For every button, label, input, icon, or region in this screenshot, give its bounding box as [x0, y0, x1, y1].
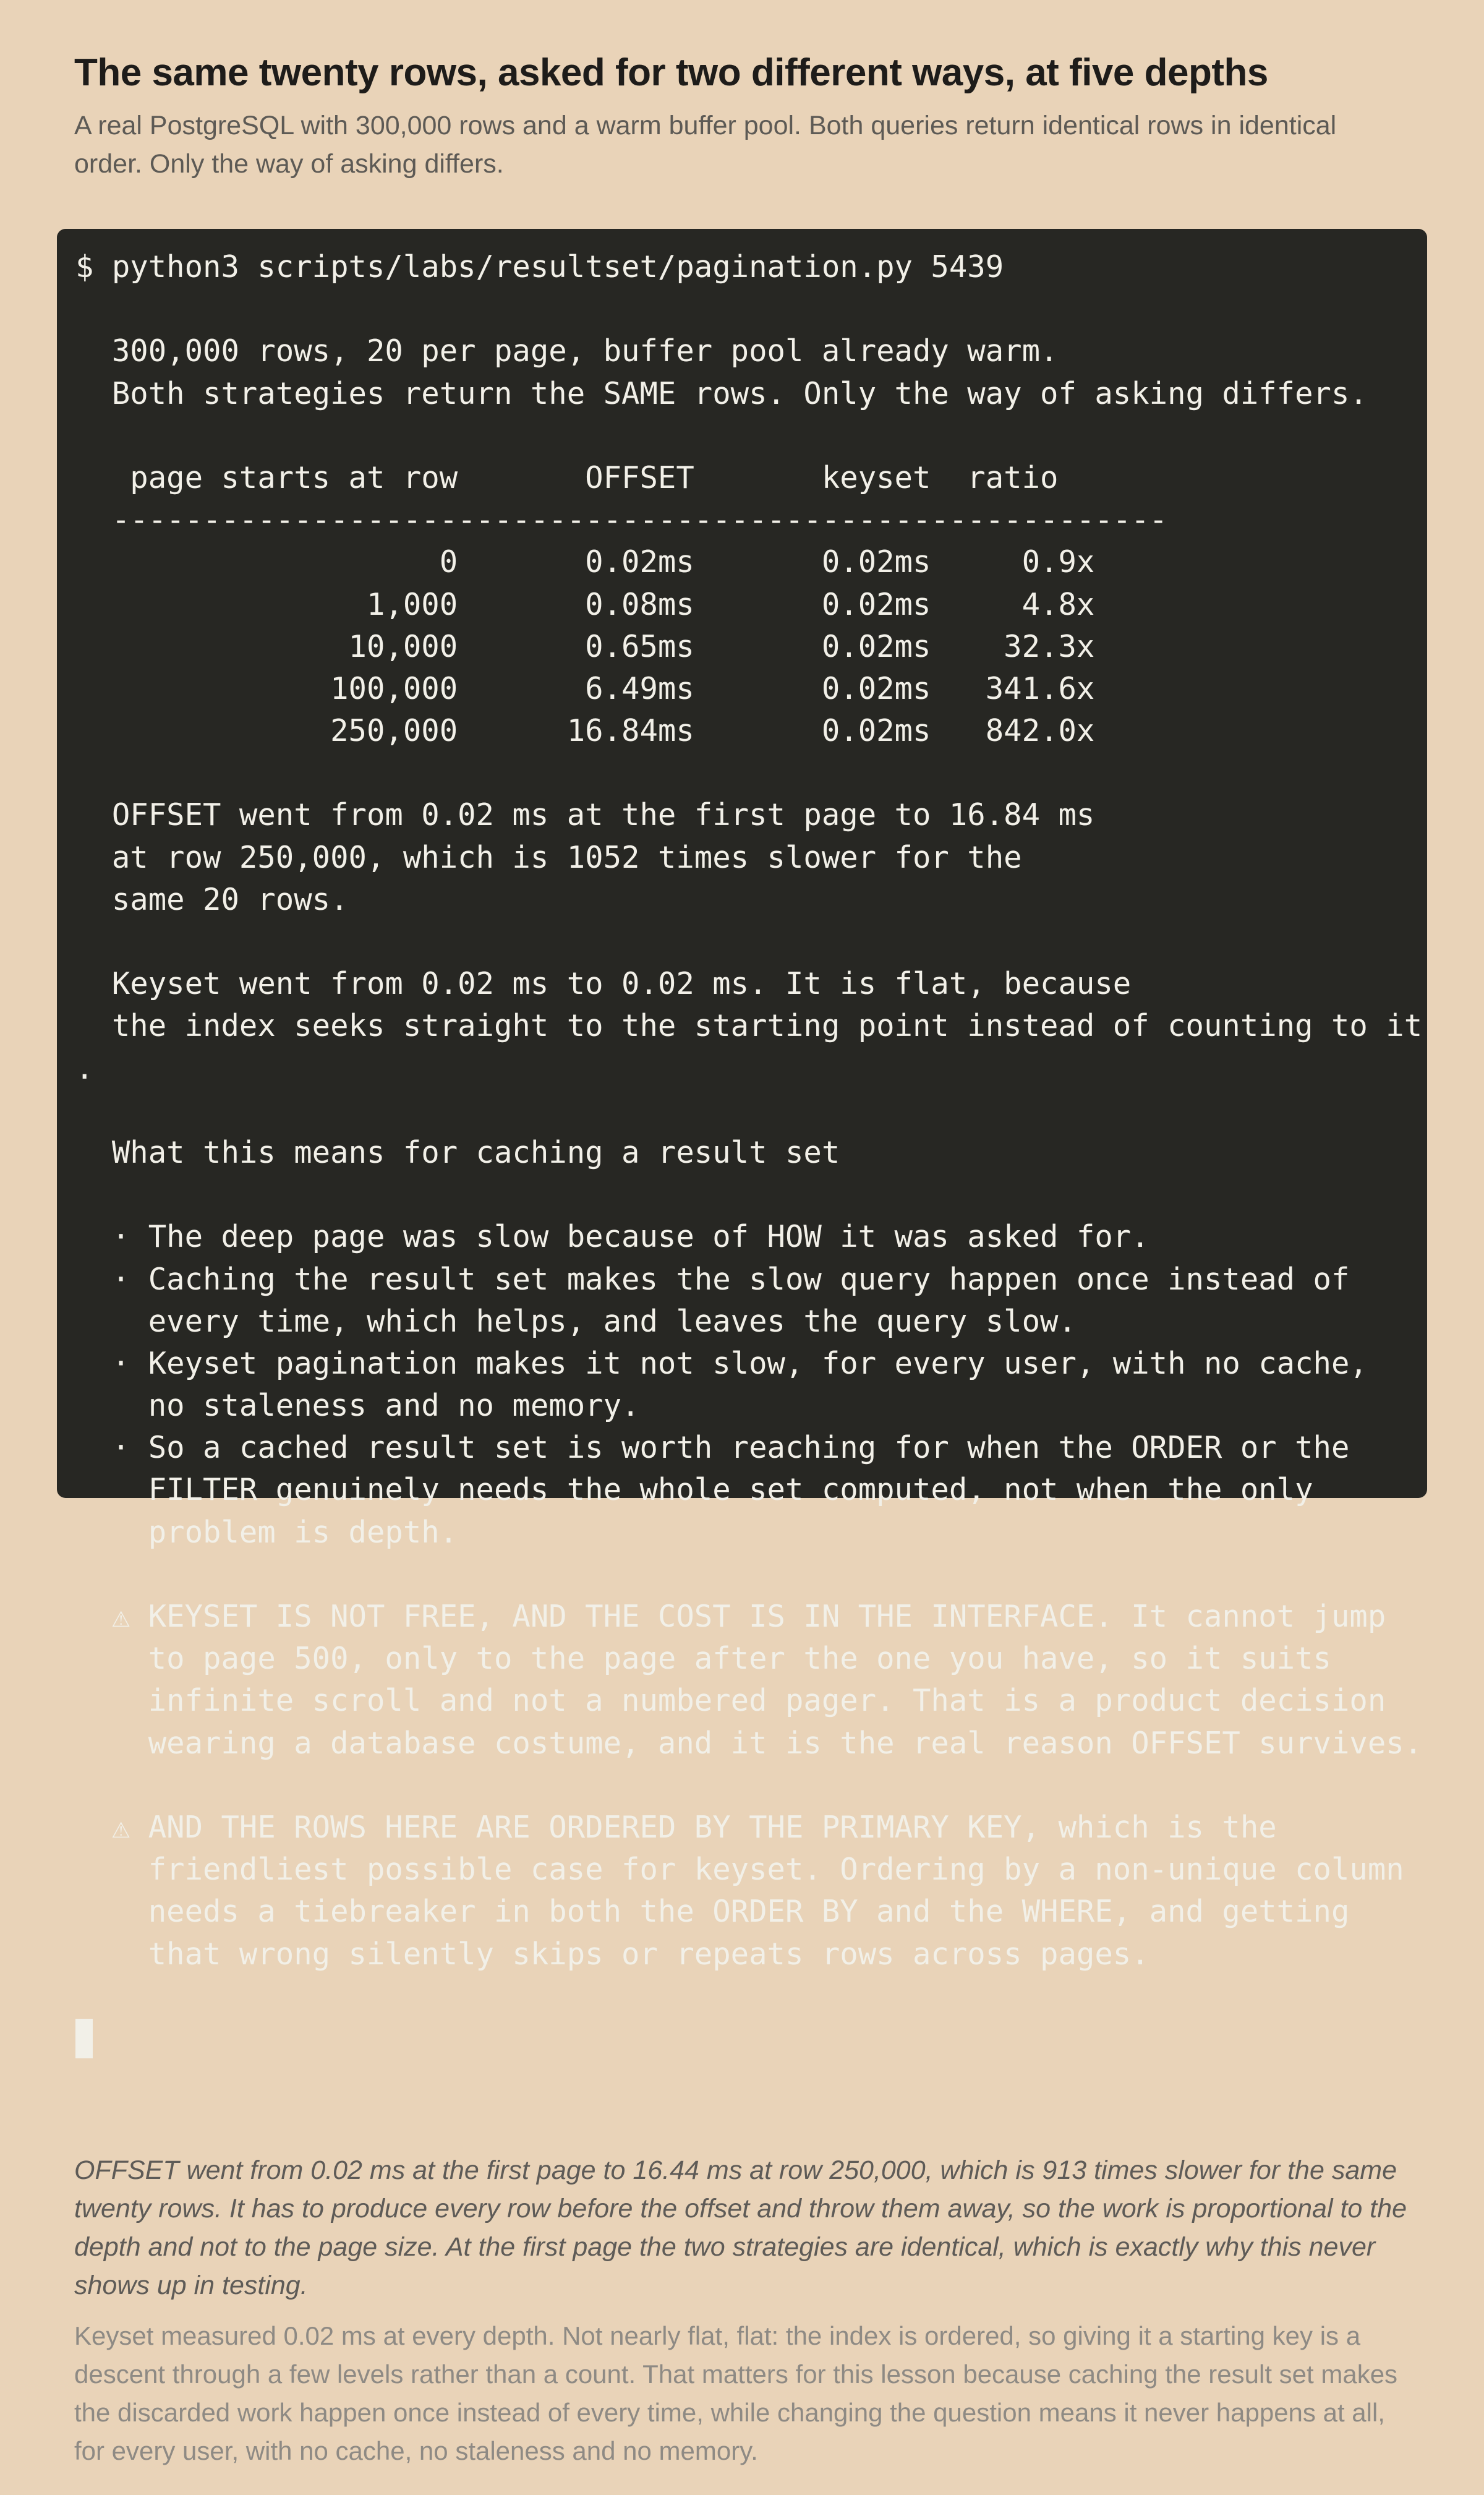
- bullet-line: · Caching the result set makes the slow query happen once instead of: [75, 1261, 1350, 1297]
- keyset-summary-line: the index seeks straight to the starting point instead of counting to it: [75, 1008, 1423, 1044]
- offset-summary-line: at row 250,000, which is 1052 times slower for the: [75, 839, 1022, 875]
- caption-offset-explanation: OFFSET went from 0.02 ms at the first page to 16.44 ms at row 250,000, which is 913 times slower for the same twenty rows. It has to produce every row before the offset and throw them away, so the work is proportional to the depth and not to the page size. At the first page the two strategies are identical, which is exactly why this never shows up in testing.: [74, 2155, 1407, 2300]
- warning-line: needs a tiebreaker in both the ORDER BY and the WHERE, and getting: [75, 1894, 1350, 1930]
- warning-line: that wrong silently skips or repeats rows across pages.: [75, 1936, 1149, 1972]
- bullet-line: · So a cached result set is worth reaching for when the ORDER or the: [75, 1430, 1350, 1466]
- terminal-line: [75, 1174, 1409, 1216]
- warning-line: ⚠ AND THE ROWS HERE ARE ORDERED BY THE PRIMARY KEY, which is the: [75, 1809, 1277, 1845]
- offset-summary-line: same 20 rows.: [75, 881, 349, 917]
- caching-section-heading: What this means for caching a result set: [75, 1134, 840, 1170]
- terminal-output[interactable]: [57, 229, 1427, 1972]
- terminal-line: [75, 921, 1409, 963]
- bullet-line: · The deep page was slow because of HOW it was asked for.: [75, 1219, 1149, 1255]
- terminal-line: Both strategies return the SAME rows. Only the way of asking differs.: [75, 375, 1368, 411]
- results-table-row: 10,000 0.65ms 0.02ms 32.3x: [75, 628, 1095, 664]
- terminal-line: [75, 288, 1409, 330]
- warning-line: friendliest possible case for keyset. Ordering by a non-unique column: [75, 1852, 1404, 1888]
- terminal-line: 300,000 rows, 20 per page, buffer pool already warm.: [75, 333, 1059, 369]
- results-table-row: 0 0.02ms 0.02ms 0.9x: [75, 544, 1095, 580]
- bullet-line: problem is depth.: [75, 1514, 458, 1550]
- keyset-summary-line: .: [75, 1050, 94, 1086]
- results-table-rule: ----------------------------------------------------------: [75, 502, 1168, 538]
- warning-line: infinite scroll and not a numbered pager. That is a product decision: [75, 1683, 1386, 1719]
- results-table-row: 100,000 6.49ms 0.02ms 341.6x: [75, 670, 1095, 706]
- warning-line: ⚠ KEYSET IS NOT FREE, AND THE COST IS IN THE INTERFACE. It cannot jump: [75, 1599, 1386, 1634]
- offset-summary-line: OFFSET went from 0.02 ms at the first page to 16.84 ms: [75, 797, 1095, 833]
- results-table-row: 1,000 0.08ms 0.02ms 4.8x: [75, 586, 1095, 622]
- page-title: The same twenty rows, asked for two different ways, at five depths: [74, 51, 1268, 94]
- terminal-line: [75, 1090, 1409, 1132]
- terminal-line: [75, 1975, 1409, 2018]
- terminal-line: [75, 752, 1409, 794]
- terminal-line: [75, 1554, 1409, 1596]
- terminal-cursor: [75, 2019, 93, 2058]
- bullet-line: no staleness and no memory.: [75, 1388, 640, 1424]
- results-table-header: page starts at row OFFSET keyset ratio: [75, 460, 1059, 495]
- warning-line: wearing a database costume, and it is the real reason OFFSET survives.: [75, 1725, 1423, 1761]
- warning-line: to page 500, only to the page after the one you have, so it suits: [75, 1641, 1331, 1677]
- bullet-line: FILTER genuinely needs the whole set computed, not when the only: [75, 1472, 1313, 1508]
- terminal-command-line: $ python3 scripts/labs/resultset/pagination.py 5439: [75, 249, 1004, 285]
- terminal-prompt-line[interactable]: [75, 2018, 1409, 2060]
- page-subtitle: A real PostgreSQL with 300,000 rows and a warm buffer pool. Both queries return identical rows in identical order. Only the way of asking differs.: [74, 111, 1337, 179]
- keyset-summary-line: Keyset went from 0.02 ms to 0.02 ms. It is flat, because: [75, 966, 1132, 1002]
- terminal-line: [75, 415, 1409, 457]
- results-table-row: 250,000 16.84ms 0.02ms 842.0x: [75, 713, 1095, 749]
- bullet-line: · Keyset pagination makes it not slow, for every user, with no cache,: [75, 1345, 1368, 1381]
- caption-keyset-explanation: Keyset measured 0.02 ms at every depth. Not nearly flat, flat: the index is ordered, so giving it a starting key is a descent through a few levels rather than a count. That matters for this lesson because caching the result set makes the discarded work happen once instead of every time, while changing the question means it never happens at all, for every user, with no cache, no staleness and no memory.: [74, 2321, 1398, 2465]
- bullet-line: every time, which helps, and leaves the query slow.: [75, 1303, 1077, 1339]
- terminal-line: [75, 1765, 1409, 1807]
